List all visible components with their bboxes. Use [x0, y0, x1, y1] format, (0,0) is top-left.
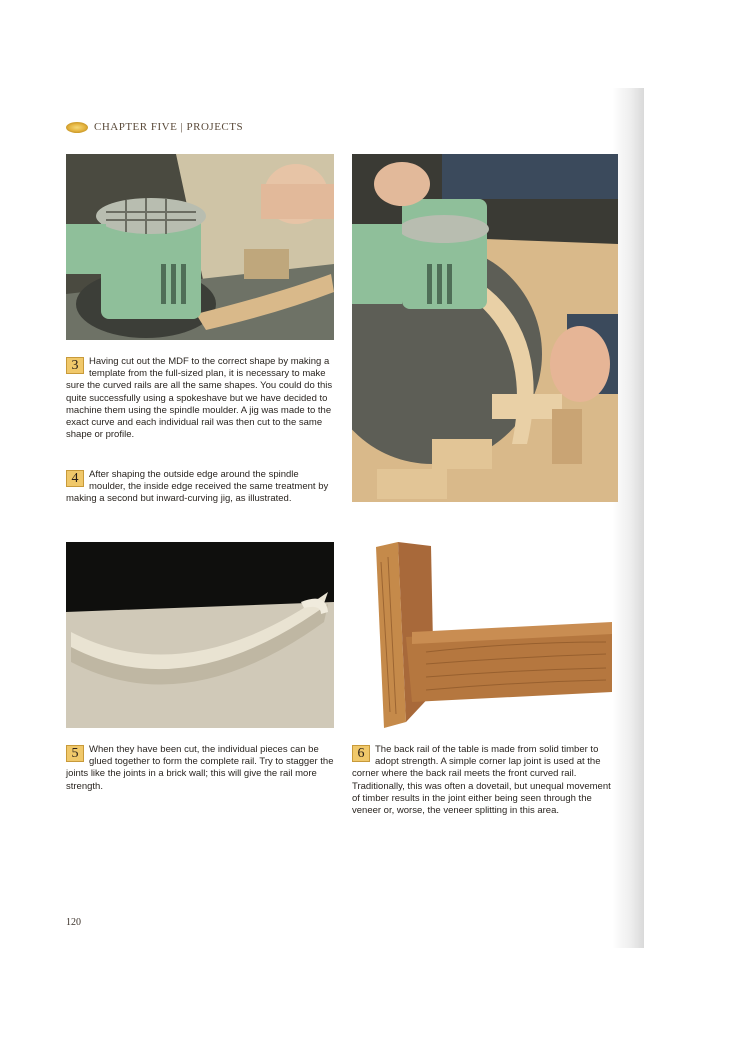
- caption-step-5: [66, 744, 334, 793]
- running-head: [66, 119, 243, 135]
- step-number-badge: 6: [352, 745, 370, 762]
- photo-lap-joint: [376, 542, 612, 728]
- caption-text: Having cut out the MDF to the correct shape by making a template from the full-sized plan, it is necessary to make sure the curved rails are all the same shapes. You could do this quite successfully using a spokeshave but we have decided to machine them using the spindle moulder. A jig was made to the exact curve and each individual rail was then cut to the same shape or profile.: [66, 356, 333, 441]
- caption-text: When they have been cut, the individual pieces can be glued together to form the complete rail. Try to stagger the joints like the joints in a brick wall; this will give the rail more strength.: [66, 744, 334, 792]
- step-number-badge: 4: [66, 470, 84, 487]
- caption-text: The back rail of the table is made from solid timber to adopt strength. A simple corner lap joint is used at the corner where the back rail meets the front curved rail. Traditionally, this was often a dovetail, but unequal movement of timber results in the joint either being seen through the veneer or, worse, the veneer splitting in this area.: [352, 744, 611, 817]
- photo-moulder-hands: [352, 154, 618, 502]
- page-number: 120: [66, 917, 81, 928]
- caption-step-4: [66, 469, 334, 506]
- ornament-icon: [66, 122, 88, 133]
- caption-text: After shaping the outside edge around the spindle moulder, the inside edge received the same treatment by making a second but inward-curving jig, as illustrated.: [66, 469, 329, 505]
- running-head-text: CHAPTER FIVE | PROJECTS: [94, 121, 244, 133]
- photo-curved-rail: [66, 542, 334, 728]
- step-number-badge: 5: [66, 745, 84, 762]
- photo-spindle-moulder: [66, 154, 334, 340]
- step-number-badge: 3: [66, 357, 84, 374]
- caption-step-3: [66, 356, 334, 441]
- caption-step-6: [352, 744, 618, 817]
